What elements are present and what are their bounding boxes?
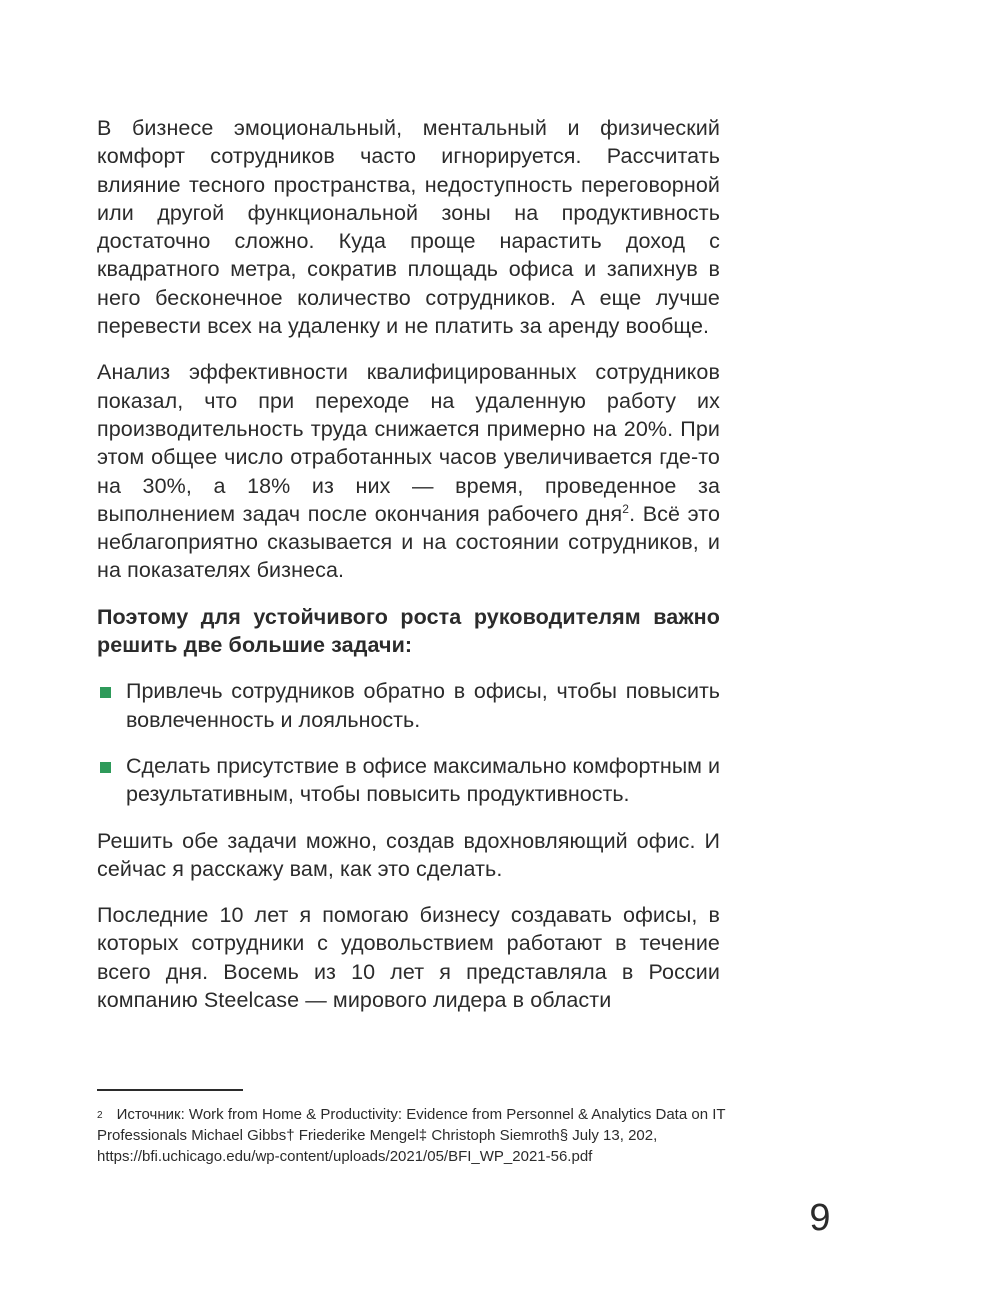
page-body — [97, 114, 720, 1032]
footnote-text: Источник: Work from Home & Productivity: Evidence from Personnel & Analytics Data on IT Professionals Michael Gibbs† Friederike Mengel‡ Christoph Siemroth§ July 13, 202, https://bfi.uchicago.edu/wp-content/uploads/2021/05/BFI_WP_2021-56.pdf — [97, 1106, 726, 1165]
footnote — [97, 1104, 817, 1167]
footnote-mark: 2 — [97, 1110, 103, 1121]
task-list — [97, 677, 720, 808]
bullet-square-icon — [100, 762, 111, 773]
paragraph-analysis — [97, 358, 720, 584]
footnote-reference[interactable]: 2 — [622, 501, 630, 516]
list-item-text: Сделать присутствие в офисе максимально комфортным и результативным, чтобы повысить продуктивность. — [126, 753, 720, 807]
list-item-text: Привлечь сотрудников обратно в офисы, чтобы повысить вовлеченность и лояльность. — [126, 679, 720, 732]
paragraph-solution: Решить обе задачи можно, создав вдохновляющий офис. И сейчас я расскажу вам, как это сделать. — [97, 828, 720, 881]
footnote-divider — [97, 1089, 243, 1091]
analysis-text-end: . Всё это неблагоприятно сказывается и на состоянии сотрудников, и на показателях бизнеса. — [97, 501, 721, 583]
paragraph-experience: Последние 10 лет я помогаю бизнесу создавать офисы, в которых сотрудники с удовольствием работают в течение всего дня. Восемь из 10 лет я представляла в России компанию Steelcase — мирового лидера в области — [97, 903, 720, 1013]
list-item — [97, 752, 720, 809]
list-item — [97, 677, 720, 734]
bullet-square-icon — [100, 687, 111, 698]
analysis-text: Анализ эффективности квалифицированных сотрудников показал, что при переходе на удаленную работу их производительность труда снижается примерно на 20%. При этом общее число отработанных часов увеличивается где-то на 30%, а 18% из них — время, проведенное за выполнением задач после окончания рабочего дня — [97, 360, 720, 526]
bold-intro: Поэтому для устойчивого роста руководителям важно решить две большие задачи: — [97, 604, 720, 658]
paragraph-intro: В бизнесе эмоциональный, ментальный и физический комфорт сотрудников часто игнорируется. Рассчитать влияние тесного пространства, недоступность переговорной или другой функциональной зоны на продуктивность достаточно сложно. Куда проще нарастить доход с квадратного метра, сократив площадь офиса и запихнув в него бесконечное количество сотрудников. А еще лучше перевести всех на удаленку и не платить за аренду вообще. — [97, 116, 720, 339]
page-number: 9 — [809, 1197, 831, 1239]
